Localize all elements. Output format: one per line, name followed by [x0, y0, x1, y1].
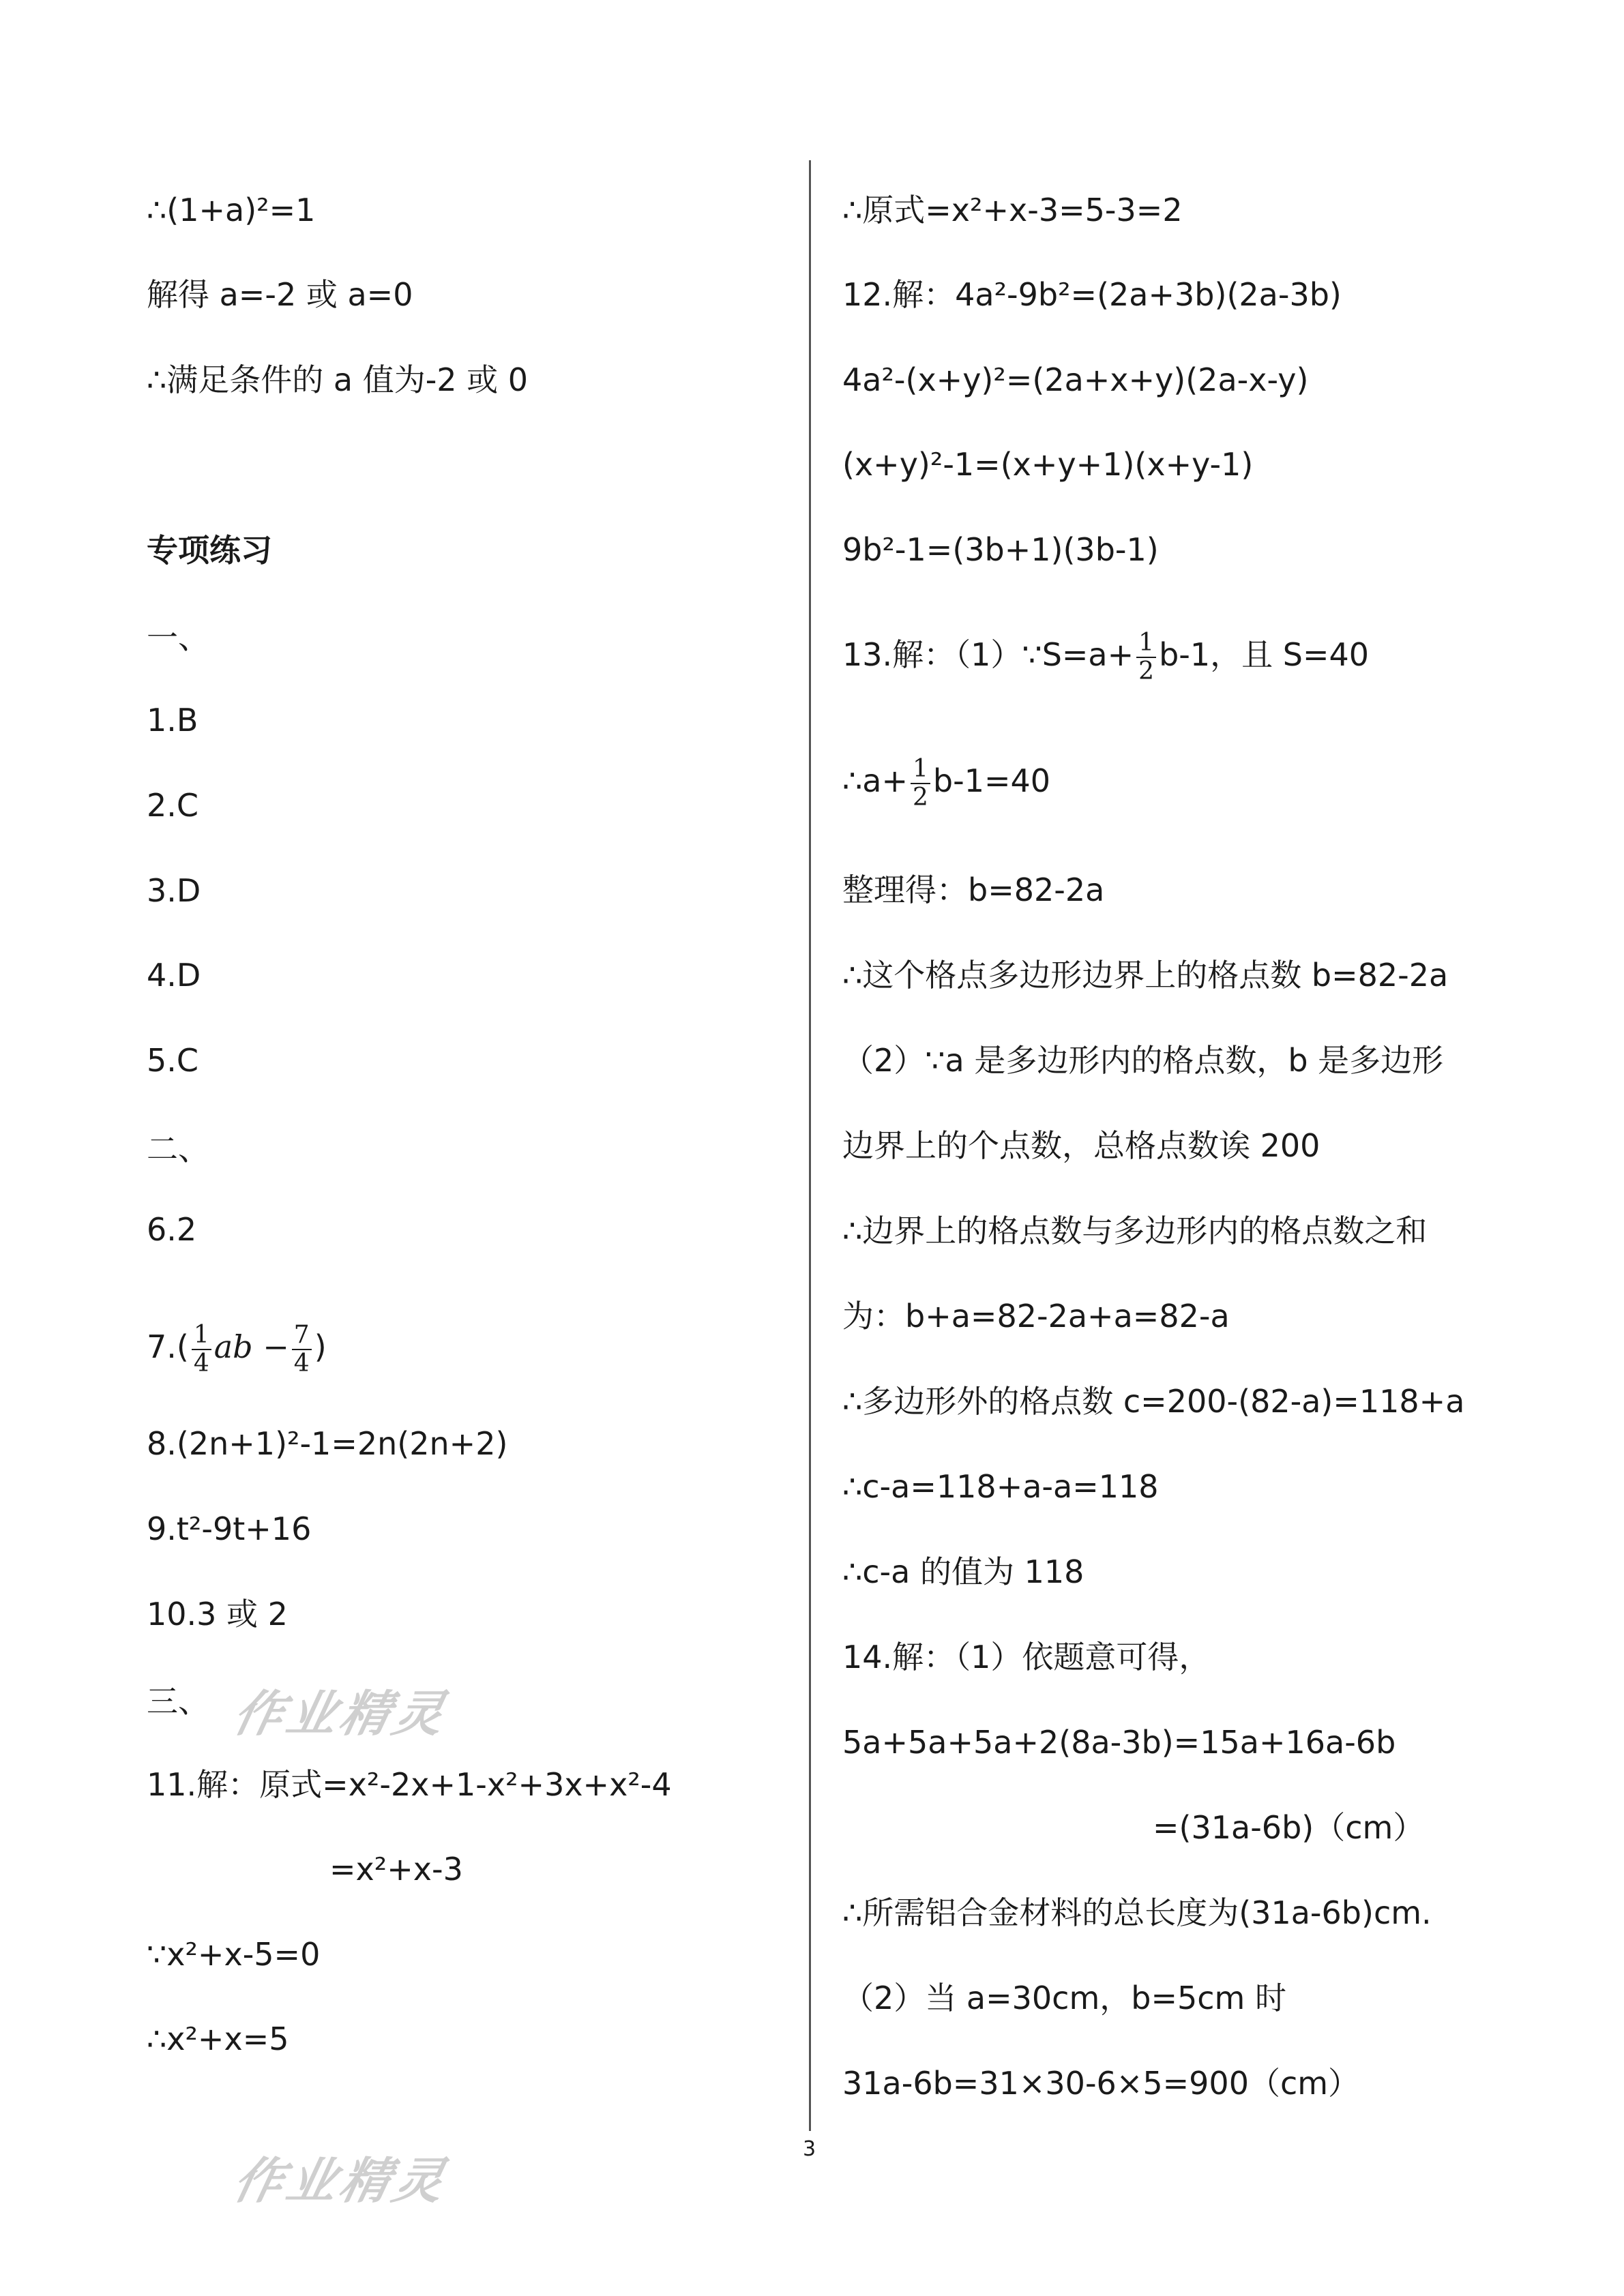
- line-r7-suffix: b-1=40: [932, 762, 1051, 799]
- answer-4: 4.D: [147, 957, 201, 994]
- line-r5: 9b²-1=(3b+1)(3b-1): [842, 531, 1159, 568]
- line-r14: ∴多边形外的格点数 c=200-(82-a)=118+a: [842, 1383, 1465, 1420]
- line-r20: ∴所需铝合金材料的总长度为(31a-6b)cm.: [842, 1894, 1432, 1931]
- answer-11-line-1: 11.解：原式=x²-2x+1-x²+3x+x²-4: [147, 1766, 672, 1803]
- line-r6-fraction: [1136, 629, 1156, 685]
- answer-1: 1.B: [147, 702, 198, 739]
- answer-6: 6.2: [147, 1211, 197, 1248]
- answer-7-prefix: 7.(: [147, 1328, 189, 1365]
- line-r7-fraction-numerator: 1: [911, 756, 930, 784]
- page-number: 3: [803, 2137, 816, 2161]
- line-r16: ∴c-a 的值为 118: [842, 1553, 1084, 1590]
- part-three-heading: 三、: [147, 1683, 209, 1720]
- line-r17: 14.解：（1）依题意可得，: [842, 1639, 1211, 1675]
- answer-7: [147, 1309, 327, 1384]
- line-r7: [842, 743, 1050, 818]
- part-two-heading: 二、: [147, 1131, 209, 1167]
- line-r21: （2）当 a=30cm，b=5cm 时: [842, 1980, 1286, 2016]
- answer-7-fraction-1-denominator: 4: [193, 1349, 209, 1377]
- line-r6-suffix: b-1，且 S=40: [1159, 636, 1370, 673]
- line-r18: 5a+5a+5a+2(8a-3b)=15a+16a-6b: [842, 1724, 1396, 1761]
- watermark: 作业精灵: [228, 2152, 454, 2209]
- line-r7-fraction-denominator: 2: [913, 783, 928, 811]
- line-l3: ∴满足条件的 a 值为-2 或 0: [147, 361, 529, 398]
- answer-7-suffix: ): [314, 1328, 327, 1365]
- line-r13: 为：b+a=82-2a+a=82-a: [842, 1298, 1230, 1335]
- answer-7-fraction-1-numerator: 1: [192, 1322, 211, 1350]
- part-one-heading: 一、: [147, 619, 209, 656]
- line-r9: ∴这个格点多边形边界上的格点数 b=82-2a: [842, 957, 1449, 994]
- line-r12: ∴边界上的格点数与多边形内的格点数之和: [842, 1212, 1428, 1249]
- answer-11-line-4: ∴x²+x=5: [147, 2021, 289, 2057]
- line-r15: ∴c-a=118+a-a=118: [842, 1468, 1159, 1505]
- answer-10: 10.3 或 2: [147, 1596, 288, 1632]
- line-r7-prefix: ∴a+: [842, 762, 908, 799]
- line-r3: 4a²-(x+y)²=(2a+x+y)(2a-x-y): [842, 361, 1309, 398]
- answer-9: 9.t²-9t+16: [147, 1510, 312, 1547]
- answer-7-fraction-2-numerator: 7: [292, 1322, 312, 1350]
- line-r22: 31a-6b=31×30-6×5=900（cm）: [842, 2065, 1360, 2102]
- column-divider: [809, 160, 811, 2131]
- watermark: 作业精灵: [228, 1685, 454, 1742]
- line-r10: （2）∵a 是多边形内的格点数，b 是多边形: [842, 1042, 1444, 1079]
- answer-11-line-2: =x²+x-3: [329, 1851, 463, 1888]
- answer-7-fraction-2-denominator: 4: [293, 1349, 310, 1377]
- line-r6-fraction-denominator: 2: [1138, 657, 1155, 685]
- answer-11-line-3: ∵x²+x-5=0: [147, 1936, 321, 1973]
- line-r19: =(31a-6b)（cm）: [1153, 1809, 1425, 1846]
- line-r2: 12.解：4a²-9b²=(2a+3b)(2a-3b): [842, 276, 1342, 313]
- line-r6: [842, 617, 1369, 692]
- answer-3: 3.D: [147, 872, 201, 909]
- answer-5: 5.C: [147, 1042, 199, 1079]
- line-l2: 解得 a=-2 或 a=0: [147, 276, 413, 313]
- line-r1: ∴原式=x²+x-3=5-3=2: [842, 192, 1183, 228]
- line-r8: 整理得：b=82-2a: [842, 871, 1105, 908]
- line-r11: 边界上的个点数，总格点数诶 200: [842, 1127, 1320, 1164]
- answer-2: 2.C: [147, 787, 199, 824]
- section-title: 专项练习: [147, 532, 272, 569]
- answer-7-fraction-2: [292, 1322, 312, 1377]
- line-r4: (x+y)²-1=(x+y+1)(x+y-1): [842, 446, 1254, 483]
- answer-7-fraction-1: [192, 1322, 211, 1377]
- answer-8: 8.(2n+1)²-1=2n(2n+2): [147, 1425, 508, 1462]
- line-r7-fraction: [911, 756, 930, 811]
- answer-7-middle: ab −: [213, 1328, 289, 1365]
- line-r6-prefix: 13.解：（1）∵S=a+: [842, 636, 1134, 673]
- line-l1: ∴(1+a)²=1: [147, 192, 316, 228]
- line-r6-fraction-numerator: 1: [1136, 629, 1156, 658]
